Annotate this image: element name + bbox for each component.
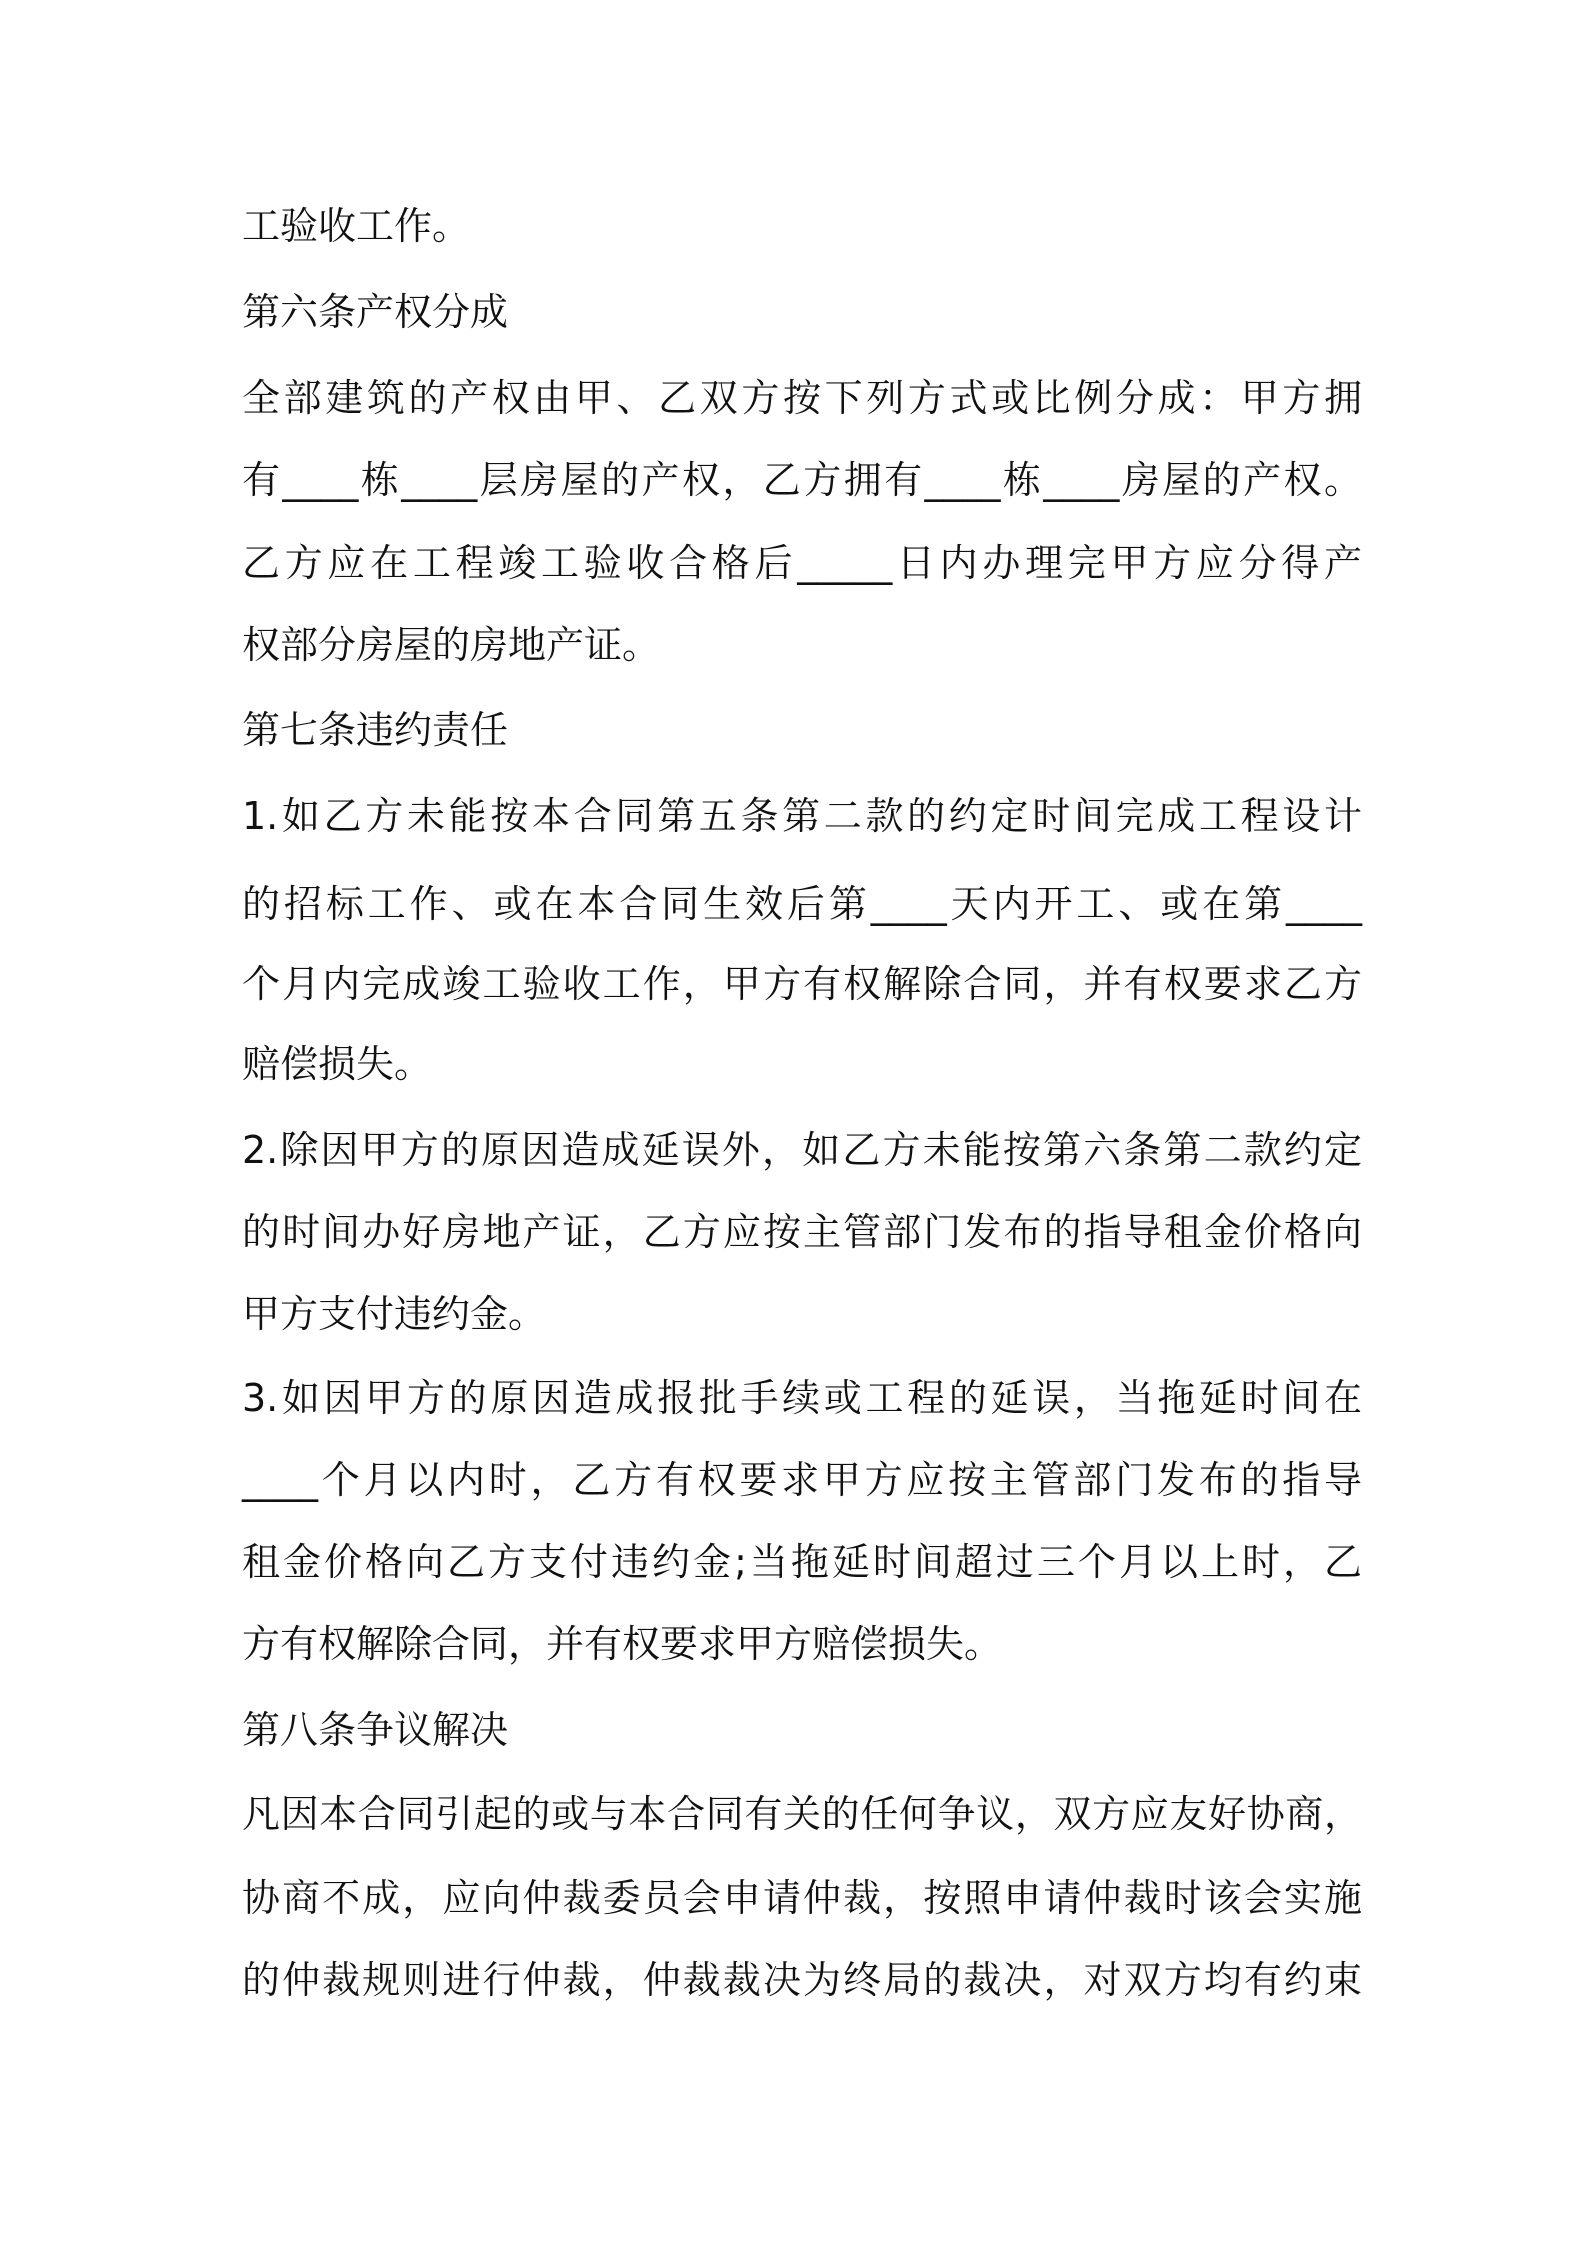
text-line: 全部建筑的产权由甲、乙双方按下列方式或比例分成：甲方拥 — [242, 376, 1362, 420]
text-line: 甲方支付违约金。 — [242, 1292, 547, 1336]
text-line: 3.如因甲方的原因造成报批手续或工程的延误，当拖延时间在 — [242, 1376, 1362, 1420]
text-line: ____个月以内时，乙方有权要求甲方应按主管部门发布的指导 — [242, 1458, 1362, 1502]
text-line: 租金价格向乙方支付违约金;当拖延时间超过三个月以上时，乙 — [242, 1540, 1362, 1584]
text-line: 的招标工作、或在本合同生效后第____天内开工、或在第____ — [242, 882, 1362, 926]
text-line: 协商不成，应向仲裁委员会申请仲裁，按照申请仲裁时该会实施 — [242, 1876, 1362, 1920]
text-line: 赔偿损失。 — [242, 1042, 433, 1086]
section-heading: 第七条违约责任 — [242, 708, 509, 752]
text-line: 的仲裁规则进行仲裁，仲裁裁决为终局的裁决，对双方均有约束 — [242, 1958, 1362, 2002]
text-line: 方有权解除合同，并有权要求甲方赔偿损失。 — [242, 1622, 1003, 1666]
section-heading: 第六条产权分成 — [242, 290, 509, 334]
text-line: 1.如乙方未能按本合同第五条第二款的约定时间完成工程设计 — [242, 794, 1362, 838]
text-line: 个月内完成竣工验收工作，甲方有权解除合同，并有权要求乙方 — [242, 962, 1362, 1006]
text-line: 凡因本合同引起的或与本合同有关的任何争议，双方应友好协商， — [242, 1792, 1362, 1836]
text-line: 乙方应在工程竣工验收合格后_____日内办理完甲方应分得产 — [242, 541, 1362, 585]
text-line: 有____栋____层房屋的产权，乙方拥有____栋____房屋的产权。 — [242, 458, 1362, 502]
text-line: 2.除因甲方的原因造成延误外，如乙方未能按第六条第二款约定 — [242, 1128, 1362, 1172]
section-heading: 第八条争议解决 — [242, 1708, 509, 1752]
text-line: 的时间办好房地产证，乙方应按主管部门发布的指导租金价格向 — [242, 1210, 1362, 1254]
text-line: 权部分房屋的房地产证。 — [242, 623, 661, 667]
text-line: 工验收工作。 — [242, 204, 471, 248]
